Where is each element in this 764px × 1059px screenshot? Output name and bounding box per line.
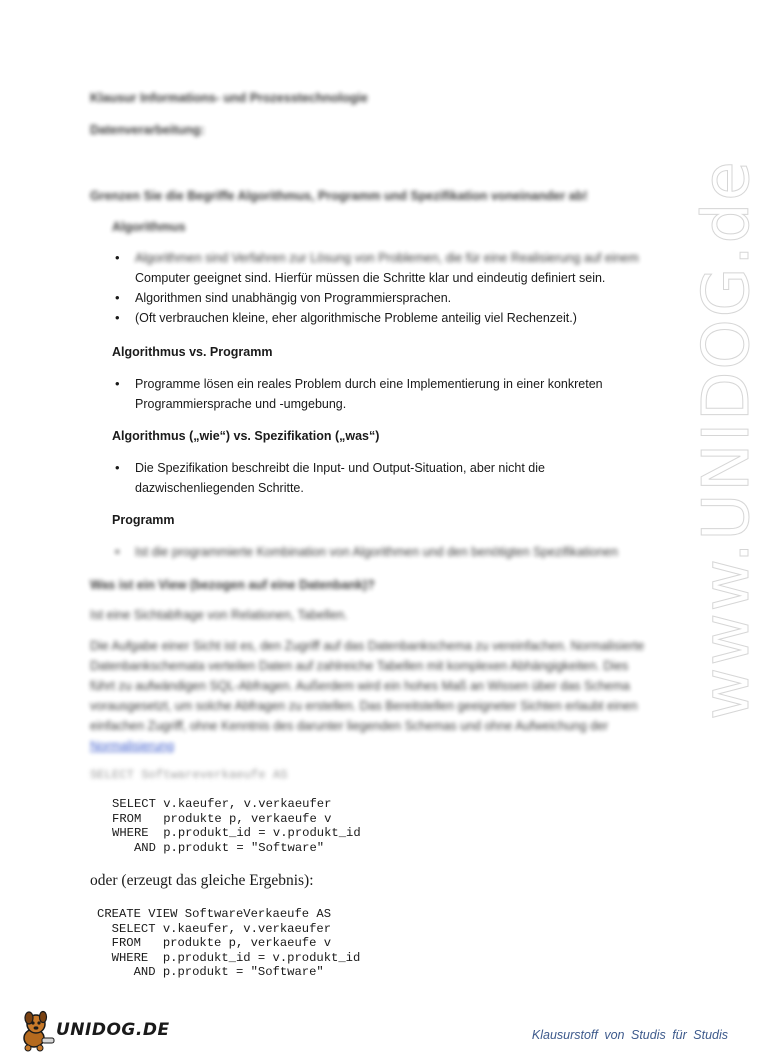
heading-vs-spezifikation: Algorithmus („wie“) vs. Spezifikation („was“) (112, 429, 380, 443)
watermark-text: www.UNIDOG.de (690, 159, 764, 720)
paragraph-line: Die Aufgabe einer Sicht ist es, den Zugriff auf das Datenbankschema zu vereinfachen. Normalisierte (90, 639, 645, 653)
code-block-1 (112, 797, 361, 855)
algorithmus-bullets (112, 248, 672, 328)
list-item: • Ist die programmierte Kombination von Algorithmen und den benötigten Spezifikationen (112, 542, 672, 562)
bullet-text-blurred: • Algorithmen sind Verfahren zur Lösung von Problemen, die für eine Realisierung auf einem (135, 251, 639, 265)
vs-programm-bullets (112, 374, 672, 414)
bullet-line: • Die Spezifikation beschreibt die Input- und Output-Situation, aber nicht die (135, 461, 545, 475)
list-item (112, 458, 672, 498)
heading-vs-programm: Algorithmus vs. Programm (112, 345, 273, 359)
bullet-line: Programmiersprache und -umgebung. (135, 397, 347, 411)
paragraph-line: führt zu aufwändigen SQL-Abfragen. Außerdem wird ein hohes Maß an Wissen über das Schema (90, 679, 630, 693)
code-line: CREATE VIEW SoftwareVerkaeufe AS (97, 907, 332, 921)
oder-text: oder (erzeugt das gleiche Ergebnis): (90, 872, 314, 889)
document-title: Klausur Informations- und Prozesstechnologie (90, 91, 368, 105)
normalisierung-link[interactable]: Normalisierung (90, 739, 175, 753)
answer-short: Ist eine Sichtabfrage von Relationen, Tabellen. (90, 608, 348, 622)
vs-spezifikation-bullets (112, 458, 672, 498)
list-item: • Algorithmen sind unabhängig von Programmiersprachen. (112, 288, 672, 308)
question-2: Was ist ein View (bezogen auf eine Datenbank)? (90, 578, 375, 592)
heading-programm: Programm (112, 513, 175, 527)
bullet-line: • Programme lösen ein reales Problem durch eine Implementierung in einer konkreten (135, 377, 603, 391)
paragraph-line: vorausgesetzt, um solche Abfragen zu erstellen. Das Bereitstellen geeigneter Sichten erlaubt einen (90, 699, 638, 713)
programm-bullets (112, 542, 672, 562)
bullet-line: dazwischenliegenden Schritte. (135, 481, 304, 495)
code-line: SELECT v.kaeufer, v.verkaeufer (112, 797, 332, 811)
code-line: AND p.produkt = "Software" (97, 965, 324, 979)
code-line: WHERE p.produkt_id = v.produkt_id (112, 826, 361, 840)
code-caption: SELECT Softwareverkaeufe AS (90, 768, 288, 782)
code-block-2 (97, 907, 360, 980)
heading-algorithmus: Algorithmus (112, 220, 186, 234)
code-line: WHERE p.produkt_id = v.produkt_id (97, 950, 361, 965)
list-item (112, 248, 672, 288)
code-line: SELECT v.kaeufer, v.verkaeufer (97, 921, 332, 936)
question-1: Grenzen Sie die Begriffe Algorithmus, Programm und Spezifikation voneinander ab! (90, 189, 588, 203)
paragraph-line: Datenbankschemata verteilen Daten auf zahlreiche Tabellen mit komplexen Abhängigkeiten. Dies (90, 659, 629, 673)
code-line: FROM produkte p, verkaeufe v (112, 811, 332, 826)
paragraph-line: einfachen Zugriff, ohne Kenntnis des darunter liegenden Schemas und ohne Aufweichung der (90, 719, 609, 733)
unidog-logo (20, 1008, 170, 1052)
footer-tagline: Klausurstoff von Studis für Studis (531, 1028, 728, 1042)
answer-paragraph (90, 636, 660, 756)
list-item (112, 374, 672, 414)
code-line: AND p.produkt = "Software" (112, 840, 325, 855)
list-item: • (Oft verbrauchen kleine, eher algorithmische Probleme anteilig viel Rechenzeit.) (112, 308, 672, 328)
logo-text: UNIDOG.DE (56, 1020, 170, 1040)
bullet-text: Computer geeignet sind. Hierfür müssen die Schritte klar und eindeutig definiert sein. (135, 271, 606, 285)
document-subtitle: Datenverarbeitung: (90, 123, 205, 137)
code-line: FROM produkte p, verkaeufe v (97, 936, 332, 950)
